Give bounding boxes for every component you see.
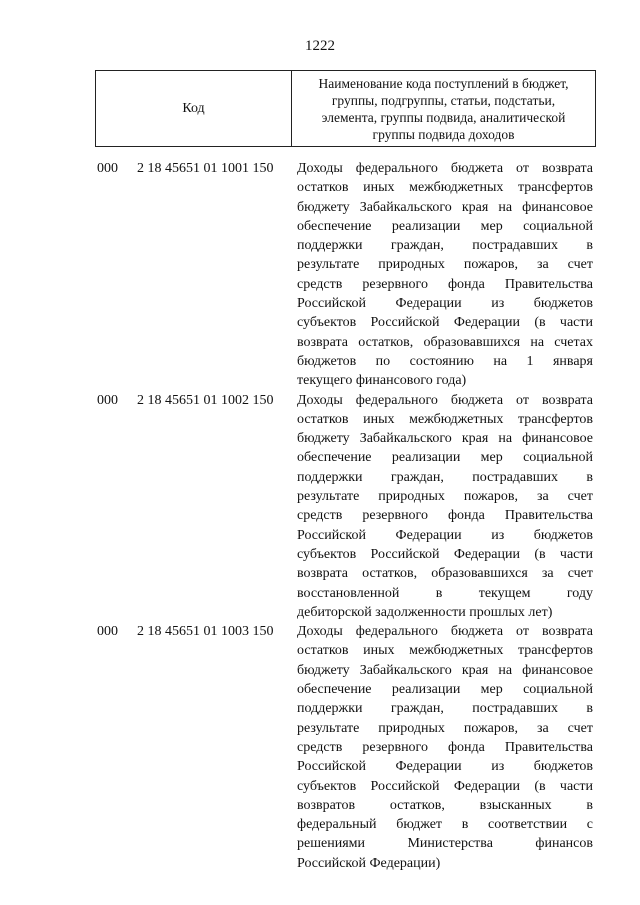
description-line: результате природных пожаров, за счет [297, 720, 593, 736]
header-name-line: элемента, группы подвида, аналитической [321, 109, 566, 125]
header-name-line: группы, подгруппы, статьи, подстатьи, [331, 92, 556, 108]
description-line: результате природных пожаров, за счет [297, 257, 593, 273]
description-line: поддержки граждан, пострадавших в [297, 238, 593, 254]
description-line: Российской Федерации) [297, 855, 441, 871]
admin-code: 000 [97, 392, 118, 408]
table-header [95, 70, 596, 147]
description-line: возврата остатков, образовавшихся за счет [297, 566, 593, 582]
revenue-description [297, 622, 593, 873]
description-line: Доходы федерального бюджета от возврата [297, 624, 593, 640]
description-line: возвратов остатков, взысканных в [297, 797, 593, 813]
header-name-line: Наименование кода поступлений в бюджет, [318, 75, 569, 91]
description-line: остатков иных межбюджетных трансфертов [297, 411, 593, 427]
description-line: средств резервного фонда Правительства [297, 508, 593, 524]
description-line: обеспечение реализации мер социальной [297, 682, 593, 698]
description-line: обеспечение реализации мер социальной [297, 218, 593, 234]
revenue-code: 2 18 45651 01 1002 150 [137, 392, 274, 408]
description-line: результате природных пожаров, за счет [297, 489, 593, 505]
revenue-description [297, 391, 593, 623]
header-name-line: группы подвида доходов [372, 126, 515, 142]
table-body [97, 159, 597, 873]
description-line: субъектов Российской Федерации (в части [297, 315, 593, 331]
admin-code: 000 [97, 161, 118, 176]
description-line: субъектов Российской Федерации (в части [297, 778, 593, 794]
description-line: поддержки граждан, пострадавших в [297, 701, 593, 717]
description-line: восстановленной в текущем году [297, 585, 593, 601]
description-line: возврата остатков, образовавшихся на счетах [297, 334, 593, 350]
description-line: бюджету Забайкальского края на финансовое [297, 431, 593, 447]
description-line: бюджетов по состоянию на 1 января [297, 353, 593, 369]
admin-code: 000 [97, 624, 118, 640]
description-line: федеральный бюджет в соответствии с [297, 817, 593, 833]
table-row [97, 622, 597, 873]
table-row [97, 391, 597, 623]
header-name-cell [292, 71, 595, 146]
revenue-code: 2 18 45651 01 1003 150 [137, 624, 274, 640]
page-number: 1222 [305, 38, 335, 54]
description-line: средств резервного фонда Правительства [297, 739, 593, 755]
description-line: бюджету Забайкальского края на финансовое [297, 662, 593, 678]
description-line: дебиторской задолженности прошлых лет) [297, 604, 553, 620]
description-line: Российской Федерации из бюджетов [297, 759, 593, 775]
revenue-code: 2 18 45651 01 1001 150 [137, 161, 274, 176]
description-line: средств резервного фонда Правительства [297, 276, 593, 292]
description-line: поддержки граждан, пострадавших в [297, 469, 593, 485]
description-line: текущего финансового года) [297, 373, 467, 389]
header-code-cell: Код [96, 71, 292, 146]
description-line: решениями Министерства финансов [297, 836, 593, 852]
description-line: бюджету Забайкальского края на финансовое [297, 199, 593, 215]
description-line: Доходы федерального бюджета от возврата [297, 392, 593, 408]
description-line: остатков иных межбюджетных трансфертов [297, 643, 593, 659]
description-line: субъектов Российской Федерации (в части [297, 546, 593, 562]
description-line: Доходы федерального бюджета от возврата [297, 161, 593, 176]
description-line: Российской Федерации из бюджетов [297, 296, 593, 312]
description-line: Российской Федерации из бюджетов [297, 527, 593, 543]
description-line: обеспечение реализации мер социальной [297, 450, 593, 466]
table-row [97, 159, 597, 391]
description-line: остатков иных межбюджетных трансфертов [297, 180, 593, 196]
revenue-description [297, 159, 593, 391]
